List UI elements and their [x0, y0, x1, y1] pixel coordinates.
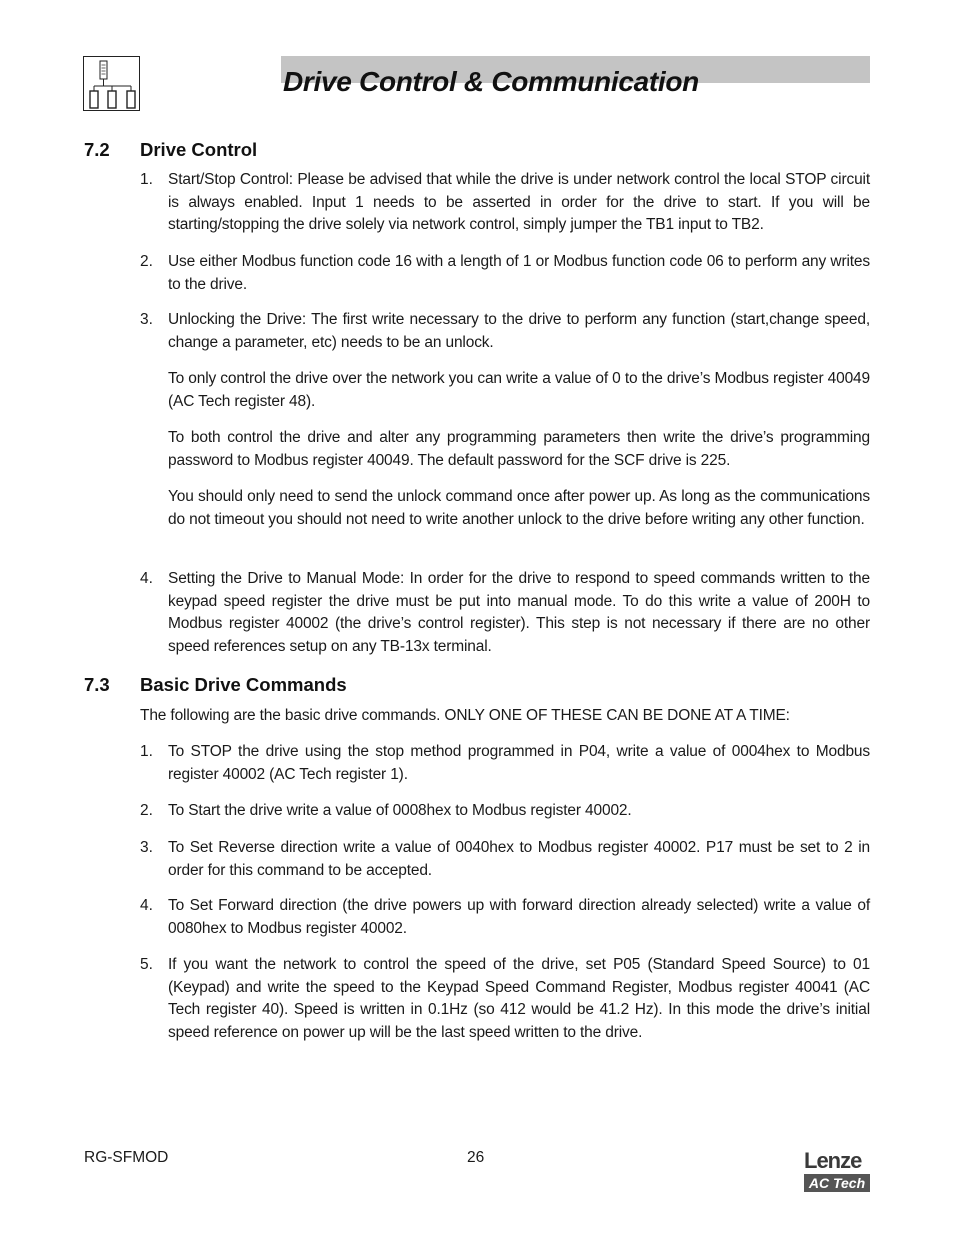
list-item-paragraph: To only control the drive over the network you can write a value of 0 to the drive’s Modbus register 40049 (AC Tech register 48).: [168, 370, 870, 410]
list-item-number: 2.: [140, 253, 153, 270]
section-title: Drive Control: [140, 139, 258, 160]
section-number: 7.3: [84, 674, 110, 695]
list-item-number: 3.: [140, 311, 153, 328]
section-heading-7-3: [84, 674, 347, 696]
list-item-text: To Start the drive write a value of 0008hex to Modbus register 40002.: [168, 802, 632, 819]
list-item-paragraph: To both control the drive and alter any programming parameters then write the drive’s programming password to Modbus register 40049. The default password for the SCF drive is 225.: [168, 429, 870, 469]
brand-subname: AC Tech: [804, 1174, 870, 1192]
list-item-number: 3.: [140, 839, 153, 856]
page-number: 26: [467, 1149, 485, 1166]
list-item-number: 4.: [140, 570, 153, 587]
list-item-text: To STOP the drive using the stop method programmed in P04, write a value of 0004hex to Modbus register 40002 (AC Tech register 1).: [168, 743, 870, 783]
list-item-number: 1.: [140, 171, 153, 188]
document-id: RG-SFMOD: [84, 1149, 169, 1166]
list-item-text: Use either Modbus function code 16 with a length of 1 or Modbus function code 06 to perform any writes to the drive.: [168, 253, 870, 293]
list-item-text: Start/Stop Control: Please be advised that while the drive is under network control the local STOP circuit is always enabled. Input 1 needs to be asserted in order for the drive to start. If you will be starting/stopping the drive solely via network control, simply jumper the TB1 input to TB2.: [168, 171, 870, 233]
section-heading-7-2: [84, 139, 257, 161]
brand-name: Lenze: [804, 1148, 862, 1173]
list-item-number: 4.: [140, 897, 153, 914]
section-intro: The following are the basic drive commands. ONLY ONE OF THESE CAN BE DONE AT A TIME:: [140, 707, 790, 724]
list-item-text: Setting the Drive to Manual Mode: In order for the drive to respond to speed commands written to the keypad speed register the drive must be put into manual mode. To do this write a value of 200H to Modbus register 40002 (the drive’s control register). This step is not necessary if there are no other speed references setup on any TB-13x terminal.: [168, 570, 870, 655]
brand-logo: [804, 1150, 870, 1192]
list-item-number: 5.: [140, 956, 153, 973]
list-item-text: To Set Reverse direction write a value of 0040hex to Modbus register 40002. P17 must be set to 2 in order for this command to be accepted.: [168, 839, 870, 879]
page-title: Drive Control & Communication: [283, 66, 699, 97]
list-item-text: If you want the network to control the speed of the drive, set P05 (Standard Speed Source) to 01 (Keypad) and write the speed to the Keypad Speed Command Register, Modbus register 40041 (AC Tech register 40). Speed is written in 0.1Hz (so 412 would be 41.2 Hz). In this mode the drive’s initial speed reference on power up will be the last speed written to the drive.: [168, 956, 870, 1041]
list-item-text: Unlocking the Drive: The first write necessary to the drive to perform any function (start,change speed, change a parameter, etc) needs to be an unlock.: [168, 311, 870, 351]
section-title: Basic Drive Commands: [140, 674, 347, 695]
list-item-number: 1.: [140, 743, 153, 760]
list-item-number: 2.: [140, 802, 153, 819]
network-diagram-icon: [83, 56, 140, 111]
list-item-text: To Set Forward direction (the drive powers up with forward direction already selected) write a value of 0080hex to Modbus register 40002.: [168, 897, 870, 937]
list-item-paragraph: You should only need to send the unlock command once after power up. As long as the communications do not timeout you should not need to write another unlock to the drive before writing any other function.: [168, 488, 870, 528]
section-number: 7.2: [84, 139, 110, 160]
